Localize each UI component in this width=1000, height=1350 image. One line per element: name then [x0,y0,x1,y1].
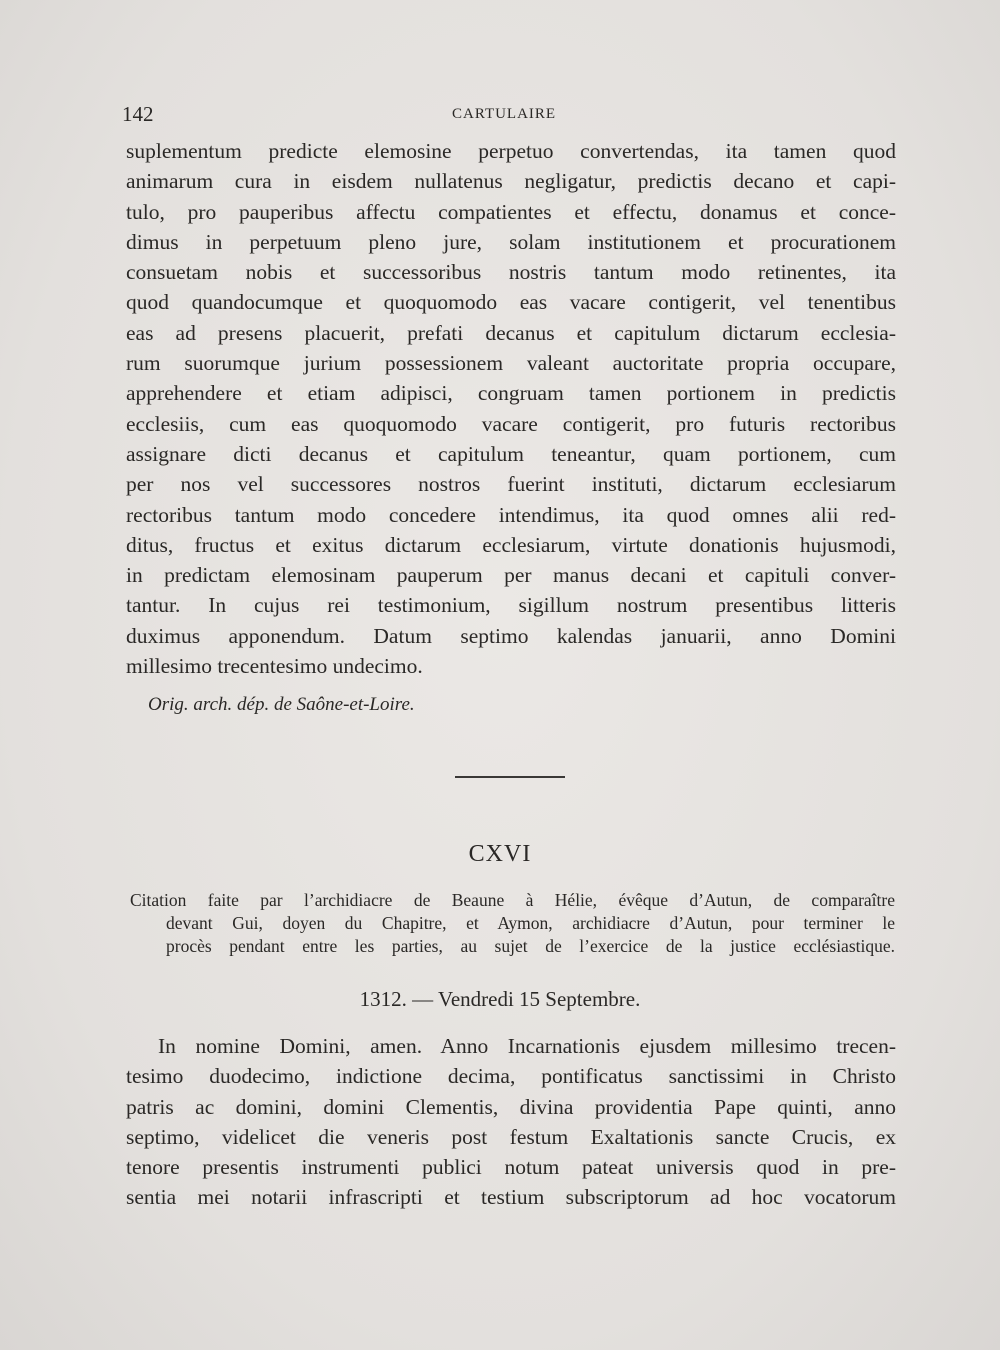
paragraph-2 [126,1031,896,1213]
text-line: millesimo trecentesimo undecimo. [126,654,423,679]
text-line: eas ad presens placuerit, prefati decanus et capitulum dictarum ecclesia- [126,320,896,345]
text-line: assignare dicti decanus et capitulum teneantur, quam portionem, cum [126,441,896,466]
summary-line: devant Gui, doyen du Chapitre, et Aymon, archidiacre d’Autun, pour terminer le [166,913,895,933]
text-line: septimo, videlicet die veneris post festum Exaltationis sancte Crucis, ex [126,1124,896,1149]
text-line: ditus, fructus et exitus dictarum ecclesiarum, virtute donationis hujusmodi, [126,532,896,557]
text-line: quod quandocumque et quoquomodo eas vacare contigerit, vel tenentibus [126,290,896,315]
text-line: rum suorumque jurium possessionem valeant auctoritate propria occupare, [126,351,896,376]
running-head: CARTULAIRE [452,106,557,122]
paragraph-1 [126,136,896,681]
text-line: animarum cura in eisdem nullatenus negligatur, predictis decano et capi- [126,169,896,194]
text-line: duximus apponendum. Datum septimo kalendas januarii, anno Domini [126,623,896,648]
text-line: apprehendere et etiam adipisci, congruam tamen portionem in predictis [126,381,896,406]
text-line: ecclesiis, cum eas quoquomodo vacare contigerit, pro futuris rectoribus [126,411,896,436]
section-divider [455,776,565,778]
summary-line: procès pendant entre les parties, au sujet de l’exercice de la justice ecclésiastique. [166,936,895,956]
source-note: Orig. arch. dép. de Saône-et-Loire. [148,694,415,715]
text-line: suplementum predicte elemosine perpetuo convertendas, ita tamen quod [126,139,896,163]
text-line: per nos vel successores nostros fuerint instituti, dictarum ecclesiarum [126,472,896,497]
summary-line: Citation faite par l’archidiacre de Beaune à Hélie, évêque d’Autun, de comparaître [130,890,895,910]
text-line: rectoribus tantum modo concedere intendimus, ita quod omnes alii red- [126,502,896,527]
text-line: sentia mei notarii infrascripti et testium subscriptorum ad hoc vocatorum [126,1185,896,1210]
document-number: CXVI [468,841,532,867]
text-line: In nomine Domini, amen. Anno Incarnationis ejusdem millesimo trecen- [158,1034,896,1058]
page-number: 142 [122,102,154,126]
text-line: patris ac domini, domini Clementis, divina providentia Pape quinti, anno [126,1094,896,1119]
document-date: 1312. — Vendredi 15 Septembre. [359,987,641,1011]
text-line: tantur. In cujus rei testimonium, sigillum nostrum presentibus litteris [126,593,896,618]
text-line: tulo, pro pauperibus affectu compatientes et effectu, donamus et conce- [126,199,896,224]
document-summary [130,889,895,958]
text-line: tesimo duodecimo, indictione decima, pontificatus sanctissimi in Christo [126,1064,896,1089]
page-header [122,102,897,132]
text-line: in predictam elemosinam pauperum per manus decani et capituli conver- [126,563,896,588]
text-line: consuetam nobis et successoribus nostris tantum modo retinentes, ita [126,260,896,285]
text-line: tenore presentis instrumenti publici notum pateat universis quod in pre- [126,1155,896,1180]
text-line: dimus in perpetuum pleno jure, solam institutionem et procurationem [126,229,896,254]
